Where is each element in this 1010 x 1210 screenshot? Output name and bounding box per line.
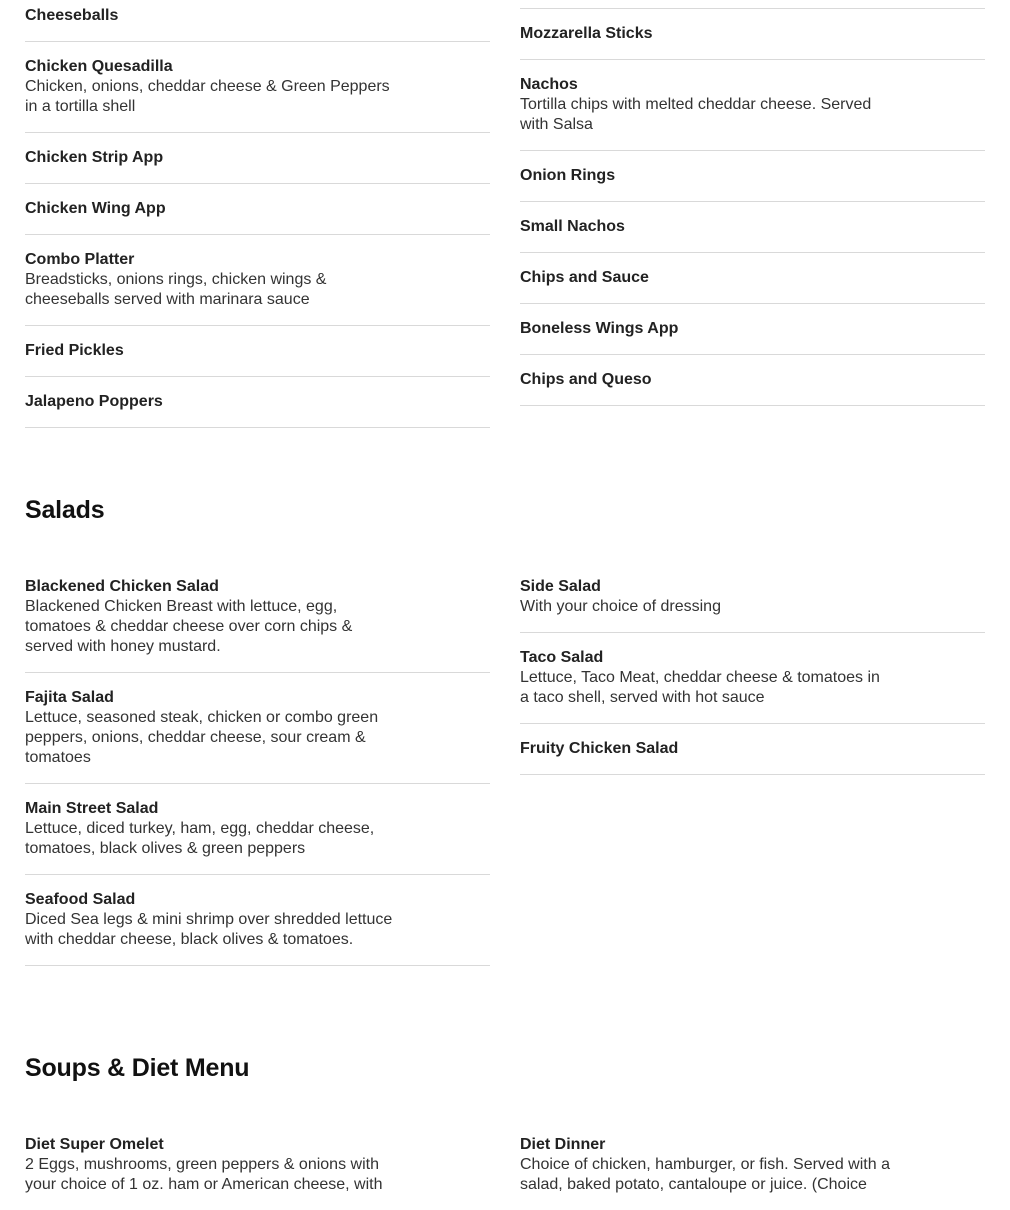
item-description: 2 Eggs, mushrooms, green peppers & onions with your choice of 1 oz. ham or American cheese, with [25, 1156, 383, 1193]
item-description: Lettuce, seasoned steak, chicken or combo green peppers, onions, cheddar cheese, sour cream & tomatoes [25, 709, 379, 766]
item-name: Fried Pickles [25, 342, 124, 359]
menu-item [25, 377, 490, 428]
item-name: Cheeseballs [25, 7, 119, 24]
soups-left-column [25, 1135, 490, 1210]
menu-item [520, 577, 985, 633]
item-description: Lettuce, diced turkey, ham, egg, cheddar cheese, tomatoes, black olives & green peppers [25, 820, 375, 857]
menu-item [520, 355, 985, 406]
item-name: Blackened Chicken Salad [25, 578, 219, 595]
menu-item [25, 577, 490, 673]
section-title-salads: Salads [25, 496, 105, 524]
menu-item [25, 673, 490, 784]
item-name: Main Street Salad [25, 800, 159, 817]
menu-item [520, 304, 985, 355]
item-name: Fruity Chicken Salad [520, 740, 679, 757]
item-name: Diet Dinner [520, 1136, 606, 1153]
menu-item [520, 1135, 985, 1210]
menu-item [520, 151, 985, 202]
menu-item [520, 633, 985, 724]
item-description: Chicken, onions, cheddar cheese & Green Peppers in a tortilla shell [25, 78, 390, 115]
menu-item [520, 60, 985, 151]
menu-item [520, 202, 985, 253]
item-name: Seafood Salad [25, 891, 136, 908]
menu-item [25, 875, 490, 966]
menu-item [25, 326, 490, 377]
item-description: Blackened Chicken Breast with lettuce, egg, tomatoes & cheddar cheese over corn chips & served with honey mustard. [25, 598, 353, 655]
salads-right-column [520, 577, 985, 775]
item-name: Side Salad [520, 578, 601, 595]
menu-item [25, 184, 490, 235]
item-name: Chicken Strip App [25, 149, 164, 166]
appetizers-left-column [25, 6, 490, 428]
item-name: Chips and Sauce [520, 269, 649, 286]
menu-item [25, 6, 490, 42]
menu-item [25, 1135, 490, 1210]
item-name: Chicken Wing App [25, 200, 166, 217]
item-name: Small Nachos [520, 218, 625, 235]
item-description: Diced Sea legs & mini shrimp over shredded lettuce with cheddar cheese, black olives & tomatoes. [25, 911, 393, 948]
item-description: Breadsticks, onions rings, chicken wings & cheeseballs served with marinara sauce [25, 271, 327, 308]
item-name: Diet Super Omelet [25, 1136, 164, 1153]
section-title-soups-diet: Soups & Diet Menu [25, 1054, 250, 1082]
item-name: Mozzarella Sticks [520, 25, 653, 42]
item-name: Boneless Wings App [520, 320, 679, 337]
salads-left-column [25, 577, 490, 966]
item-name: Nachos [520, 76, 578, 93]
item-name: Chips and Queso [520, 371, 652, 388]
item-description: Lettuce, Taco Meat, cheddar cheese & tomatoes in a taco shell, served with hot sauce [520, 669, 880, 706]
item-name: Taco Salad [520, 649, 604, 666]
item-description: Choice of chicken, hamburger, or fish. Served with a salad, baked potato, cantaloupe or juice. (Choice [520, 1156, 890, 1193]
item-name: Chicken Quesadilla [25, 58, 173, 75]
item-name: Onion Rings [520, 167, 616, 184]
menu-item [25, 42, 490, 133]
menu-item [520, 9, 985, 60]
menu-item [520, 724, 985, 775]
soups-right-column [520, 1135, 985, 1210]
item-name: Fajita Salad [25, 689, 114, 706]
item-name: Combo Platter [25, 251, 135, 268]
item-description: Tortilla chips with melted cheddar cheese. Served with Salsa [520, 96, 872, 133]
menu-item [25, 235, 490, 326]
menu-item [520, 253, 985, 304]
menu-item [25, 784, 490, 875]
item-name: Jalapeno Poppers [25, 393, 163, 410]
menu-item [25, 133, 490, 184]
item-description: With your choice of dressing [520, 598, 721, 615]
appetizers-right-column [520, 8, 985, 406]
